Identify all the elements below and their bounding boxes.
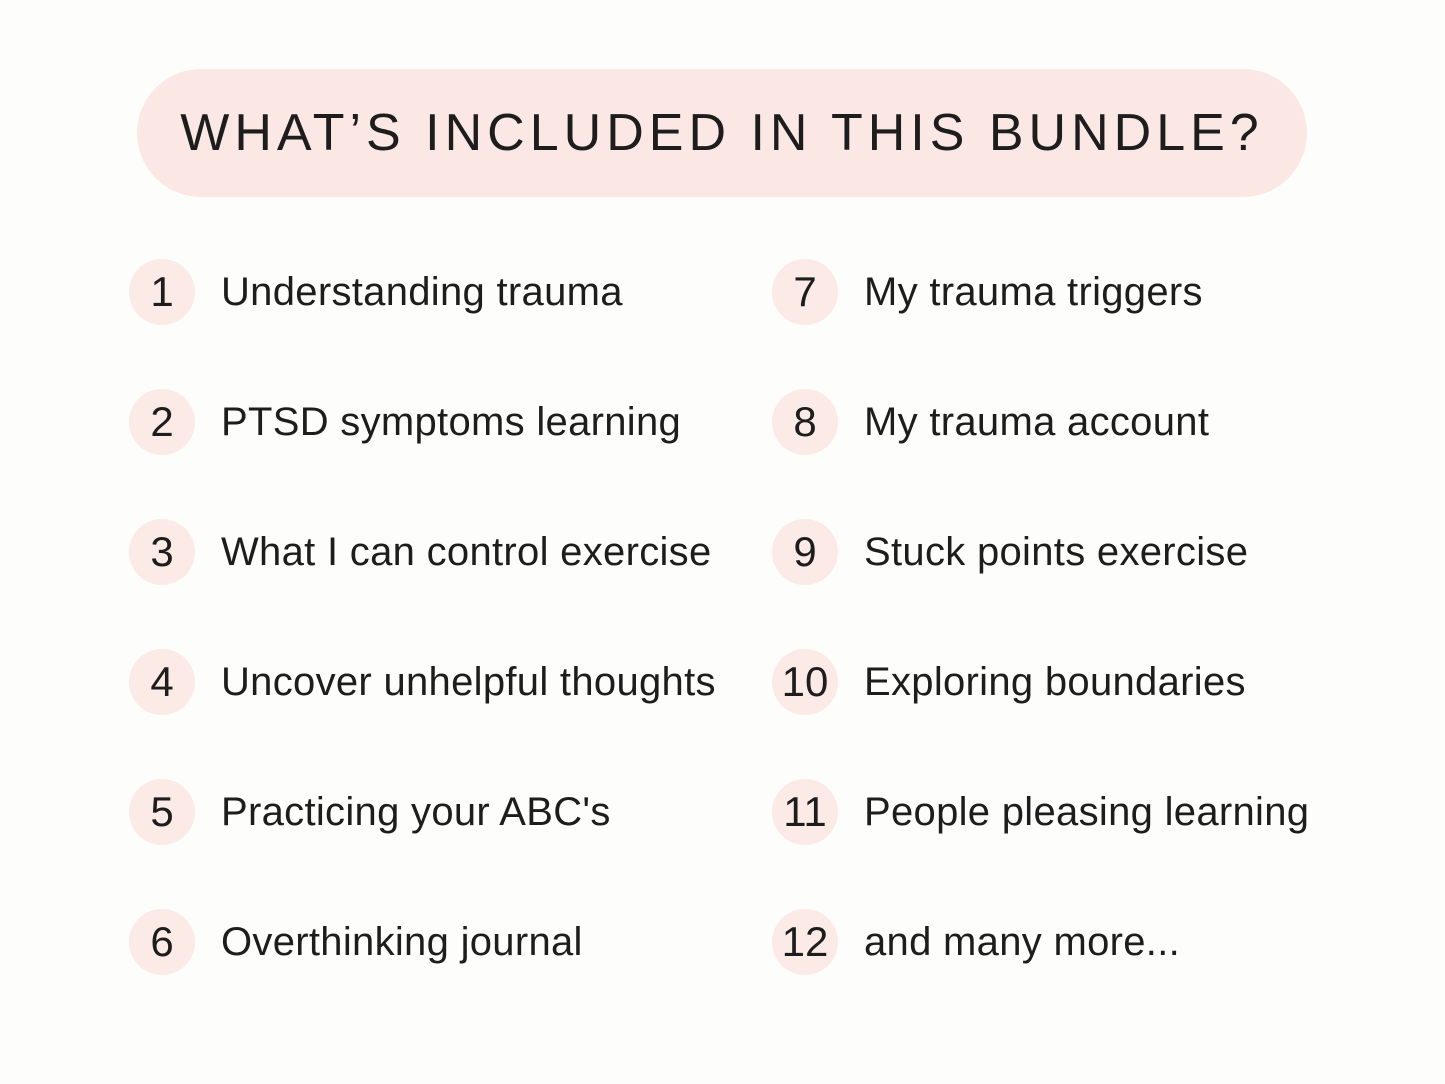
item-label: Understanding trauma [221,269,623,314]
list-item [129,909,772,975]
title-banner [137,69,1307,197]
item-number-badge: 3 [129,519,195,585]
item-label: Practicing your ABC's [221,789,611,834]
item-number-badge: 12 [772,909,838,975]
item-label: PTSD symptoms learning [221,399,682,444]
list-item [772,259,1309,325]
list-item [129,779,772,845]
list-item [772,649,1309,715]
included-items-list [129,227,1309,1007]
list-item [772,519,1309,585]
list-item [772,909,1309,975]
item-label: Exploring boundaries [864,659,1246,704]
list-item [772,779,1309,845]
list-item [129,259,772,325]
item-label: Uncover unhelpful thoughts [221,659,716,704]
item-label: My trauma triggers [864,269,1203,314]
item-number-badge: 7 [772,259,838,325]
item-number-badge: 10 [772,649,838,715]
item-number-badge: 9 [772,519,838,585]
item-label: People pleasing learning [864,789,1310,834]
item-number-badge: 4 [129,649,195,715]
item-label: What I can control exercise [221,529,712,574]
item-number-badge: 8 [772,389,838,455]
list-item [129,649,772,715]
item-number-badge: 2 [129,389,195,455]
item-number-badge: 6 [129,909,195,975]
list-item [129,519,772,585]
page-title: WHAT’S INCLUDED IN THIS BUNDLE? [180,104,1264,162]
item-number-badge: 11 [772,779,838,845]
item-label: Overthinking journal [221,919,583,964]
item-label: Stuck points exercise [864,529,1249,574]
list-item [772,389,1309,455]
item-number-badge: 1 [129,259,195,325]
item-label: My trauma account [864,399,1210,444]
list-item [129,389,772,455]
item-label: and many more... [864,919,1181,964]
item-number-badge: 5 [129,779,195,845]
